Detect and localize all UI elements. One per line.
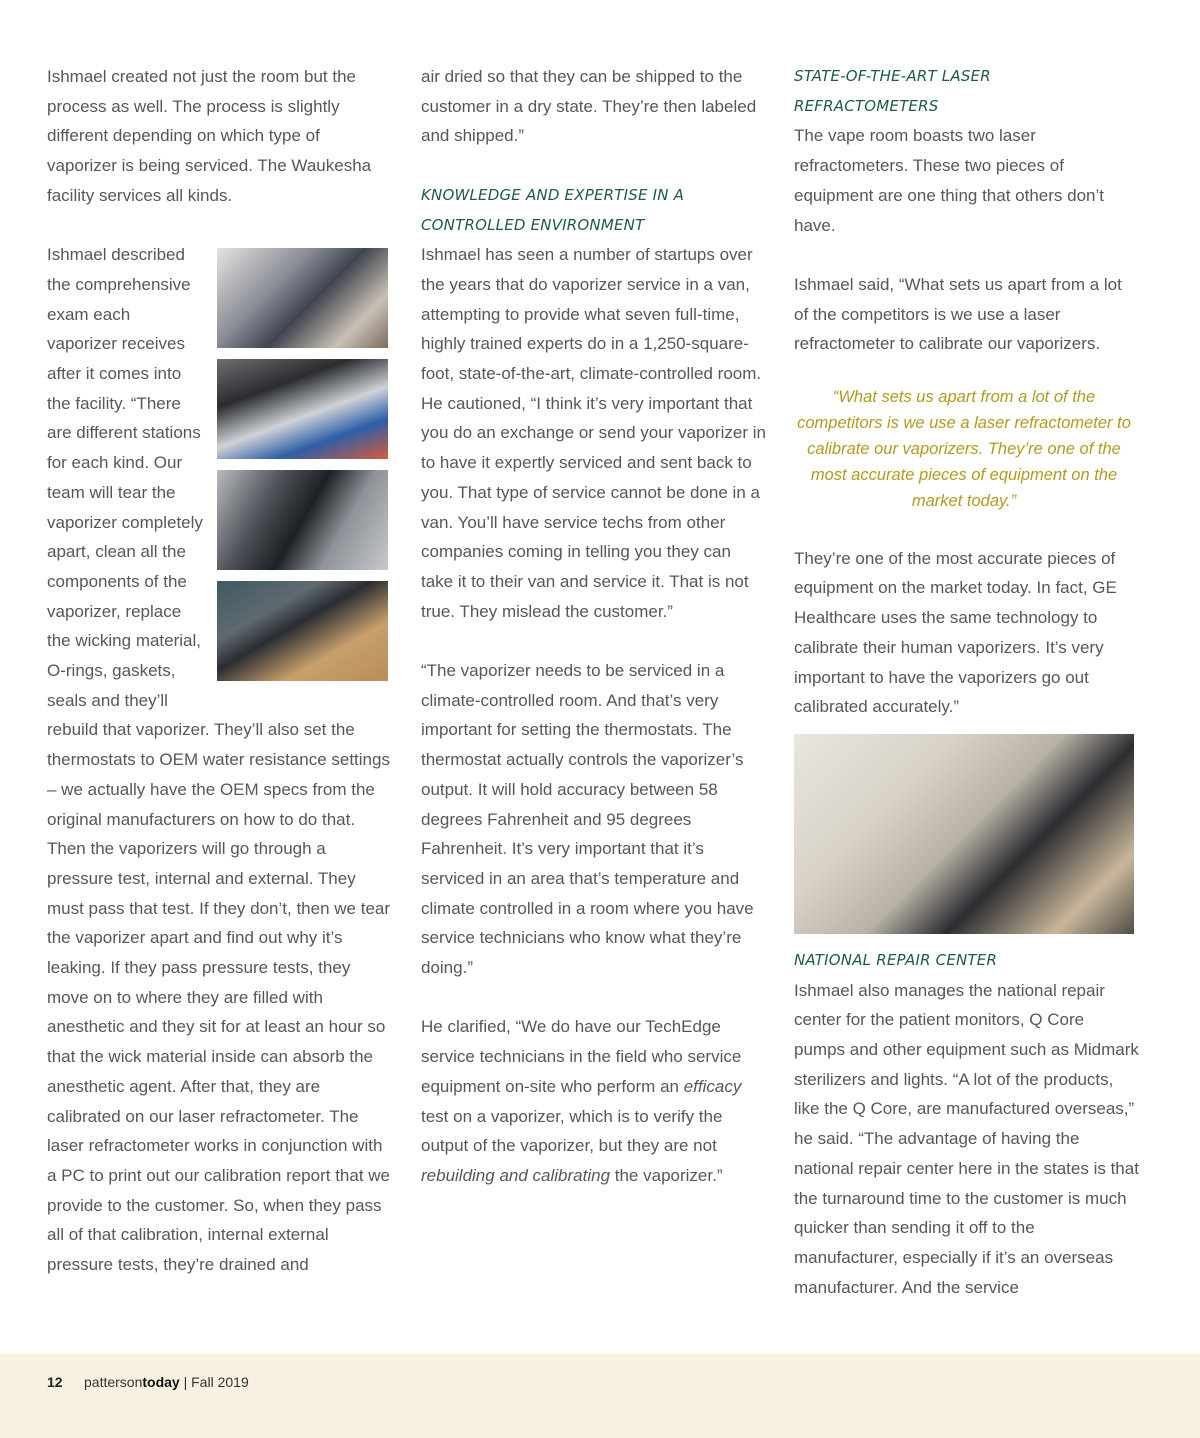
section-heading: KNOWLEDGE AND EXPERTISE IN A	[421, 185, 685, 204]
paragraph: Ishmael said, “What sets us apart from a lot of the competitors is we use a laser refractometer to calibrate our vaporizers.	[794, 274, 1122, 354]
paragraph: Ishmael described the comprehensive exam each vaporizer receives after it comes into the facility. “There are different stations for each kind. Our team will tear the vaporizer completely apart, clean all the components of the vaporizer, replace the wicking material, O-rings, gaskets, seals and they’ll rebuild that vaporizer. They’ll also set the thermostats to OEM water resistance settings – we actually have the OEM specs from the original manufacturers on how to do that. Then the vaporizers will go through a pressure test, internal and external. They must pass that test. If they don’t, then we tear the vaporizer apart and find out why it’s leaking. If they pass pressure tests, they move on to where they are filled with anesthetic and they sit for at least an hour so that the wick material inside can absorb the anesthetic agent. After that, they are calibrated on our laser refractometer. The laser refractometer works in conjunction with a PC to print out our calibration report that we provide to the customer. So, when they pass all of that calibration, internal external pressure tests, they’re drained and	[47, 245, 391, 1275]
photo-stack	[217, 248, 388, 692]
brand-bold: today	[142, 1374, 180, 1390]
paragraph: They’re one of the most accurate pieces of equipment on the market today. In fact, GE Healthcare uses the same technology to calibrate their human vaporizers. It’s very important to have the vaporizers go out calibrated accurately.”	[794, 548, 1117, 717]
paragraph: Ishmael also manages the national repair center for the patient monitors, Q Core pumps and other equipment such as Midmark sterilizers and lights. “A lot of the products, like the Q Core, are manufactured overseas,” he said. “The advantage of having the national repair center here in the states is that the turnaround time to the customer is much quicker than sending it off to the manufacturer, especially if it’s an overseas manufacturer. And the service	[794, 980, 1139, 1297]
footer-bar	[0, 1354, 1200, 1438]
paragraph: The vape room boasts two laser refractometers. These two pieces of equipment are one thing that others don’t have.	[794, 126, 1104, 235]
photo-packing-boxes	[217, 581, 388, 681]
paragraph: Ishmael created not just the room but the process as well. The process is slightly different depending on which type of vaporizer is being serviced. The Waukesha facility services all kinds.	[47, 67, 372, 205]
photo-technician-repair	[794, 734, 1134, 934]
paragraph: Ishmael has seen a number of startups over the years that do vaporizer service in a van, attempting to provide what seven full-time, highly trained experts do in a 1,250-square-foot, state-of-the-art, climate-controlled room. He cautioned, “I think it’s very important that you do an exchange or send your vaporizer in to have it expertly serviced and sent back to you. That type of service cannot be done in a van. You’ll have service techs from other companies coming in telling you they can take it to their van and service it. That is not true. They mislead the customer.”	[421, 245, 766, 621]
section-heading: NATIONAL REPAIR CENTER	[794, 950, 998, 969]
text: the vaporizer.”	[610, 1165, 723, 1185]
brand-light: patterson	[84, 1374, 143, 1390]
section-heading: STATE-OF-THE-ART LASER REFRACTOMETERS	[794, 67, 991, 115]
column-left	[47, 62, 392, 1280]
publication-name	[84, 1374, 249, 1390]
paragraph	[421, 1012, 766, 1190]
paragraph: air dried so that they can be shipped to the customer in a dry state. They’re then labeled and shipped.”	[421, 67, 757, 146]
text: test on a vaporizer, which is to verify the output of the vaporizer, but they are not	[421, 1106, 723, 1156]
text: He clarified, “We do have our TechEdge service technicians in the field who service equipment on-site who perform an	[421, 1017, 742, 1096]
photo-technician-station	[217, 470, 388, 570]
column-middle	[421, 62, 766, 1191]
emphasis: rebuilding and calibrating	[421, 1165, 611, 1185]
issue-label: | Fall 2019	[179, 1374, 249, 1390]
pull-quote: “What sets us apart from a lot of the competitors is we use a laser refractometer to calibrate our vaporizers. They’re one of the most accurate pieces of equipment on the market today.”	[797, 388, 1131, 511]
page-number: 12	[47, 1374, 63, 1390]
column-right	[794, 62, 1139, 1302]
photo-technician-workbench	[217, 248, 388, 348]
paragraph: “The vaporizer needs to be serviced in a climate-controlled room. And that’s very important for setting the thermostats. The thermostat actually controls the vaporizer’s output. It will hold accuracy between 58 degrees Fahrenheit and 95 degrees Fahrenheit. It’s very important that it’s serviced in an area that’s temperature and climate controlled in a room where you have service technicians who know what they’re doing.”	[421, 661, 754, 978]
photo-gloved-hands	[217, 359, 388, 459]
emphasis: efficacy	[683, 1076, 742, 1096]
section-heading-cont: CONTROLLED ENVIRONMENT	[421, 215, 645, 234]
